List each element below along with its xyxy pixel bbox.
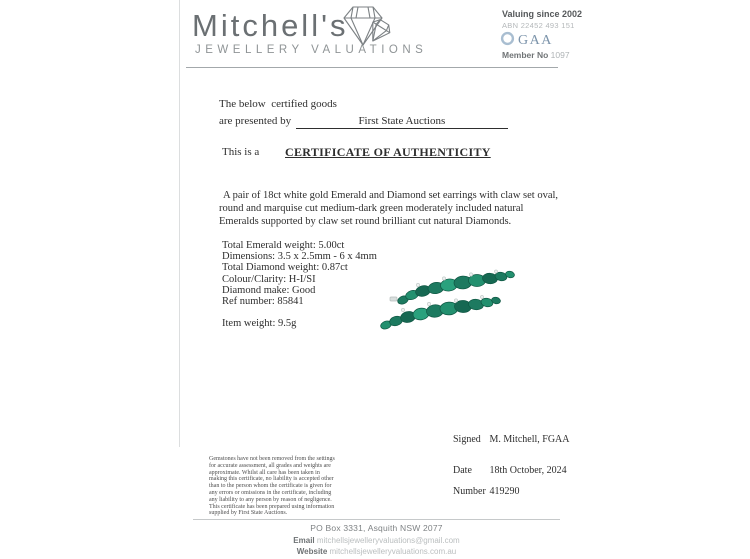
member-no-label: Member No [502, 50, 551, 60]
member-no [502, 50, 570, 60]
signed-value: M. Mitchell, FGAA [489, 434, 570, 445]
footer-website [193, 547, 560, 556]
detail-diamond-make: Diamond make: Good [222, 284, 316, 296]
signed-label: Signed [453, 434, 481, 445]
footer [193, 523, 560, 556]
number-value: 419290 [489, 486, 520, 497]
abn-label: ABN 22452 493 151 [502, 21, 575, 30]
item-description: A pair of 18ct white gold Emerald and Diamond set earrings with claw set oval, round and marquise cut medium-dark green moderately included natural Emeralds supported by claw set round brilliant cut natural Diamonds. [219, 190, 559, 227]
gaa-ring-icon [500, 31, 515, 51]
footer-website-value: mitchellsjewelleryvaluations.com.au [327, 547, 457, 556]
detail-colour-clarity: Colour/Clarity: H-I/SI [222, 273, 316, 285]
date-label: Date [453, 465, 472, 476]
brand-subtitle: JEWELLERY VALUATIONS [195, 44, 428, 56]
number-label: Number [453, 486, 486, 497]
presented-by-prefix: are presented by [219, 115, 292, 127]
header-divider [186, 67, 558, 68]
footer-email [193, 536, 560, 545]
detail-list [222, 240, 377, 307]
detail-ref-number: Ref number: 85841 [222, 296, 304, 308]
footer-email-label: Email [293, 535, 315, 545]
signed-row [453, 434, 570, 445]
intro-line-2 [219, 115, 508, 129]
footer-website-label: Website [296, 547, 328, 556]
footer-divider [193, 519, 560, 520]
item-weight: Item weight: 9.5g [222, 318, 297, 329]
date-value: 18th October, 2024 [489, 465, 567, 476]
gaa-label: GAA [518, 33, 553, 48]
detail-diamond-weight: Total Diamond weight: 0.87ct [222, 262, 348, 274]
member-no-value: 1097 [550, 50, 570, 60]
intro-line-1: The below certified goods [219, 98, 337, 110]
date-row [453, 465, 567, 476]
brand-name: Mitchell's [192, 8, 349, 43]
disclaimer-text: Gemstones have not been removed from the settings for accurate assessment, all grades and weights are approximate. Whilst all care has been taken in making this certificate, no liability is accepted other than to the person whom the certificate is given for any errors or omissions in the certificate, including any liability to any person by reason of negligence. This certificate has been prepared using information supplied by First State Auctions. [209, 456, 335, 517]
gaa-logo [500, 31, 553, 51]
presented-by-value: First State Auctions [296, 115, 508, 129]
certificate-title: CERTIFICATE OF AUTHENTICITY [285, 145, 491, 159]
earrings-photo [378, 261, 578, 350]
valuing-since-label: Valuing since 2002 [502, 9, 583, 19]
number-row [453, 486, 520, 497]
detail-dimensions: Dimensions: 3.5 x 2.5mm - 6 x 4mm [222, 251, 377, 263]
detail-emerald-weight: Total Emerald weight: 5.00ct [222, 240, 345, 251]
this-is-a-label: This is a [222, 146, 260, 158]
diamond-logo-icon [338, 3, 400, 56]
footer-address: PO Box 3331, Asquith NSW 2077 [310, 523, 443, 533]
scan-left-edge [179, 0, 180, 447]
footer-email-value: mitchellsjewelleryvaluations@gmail.com [314, 535, 460, 545]
